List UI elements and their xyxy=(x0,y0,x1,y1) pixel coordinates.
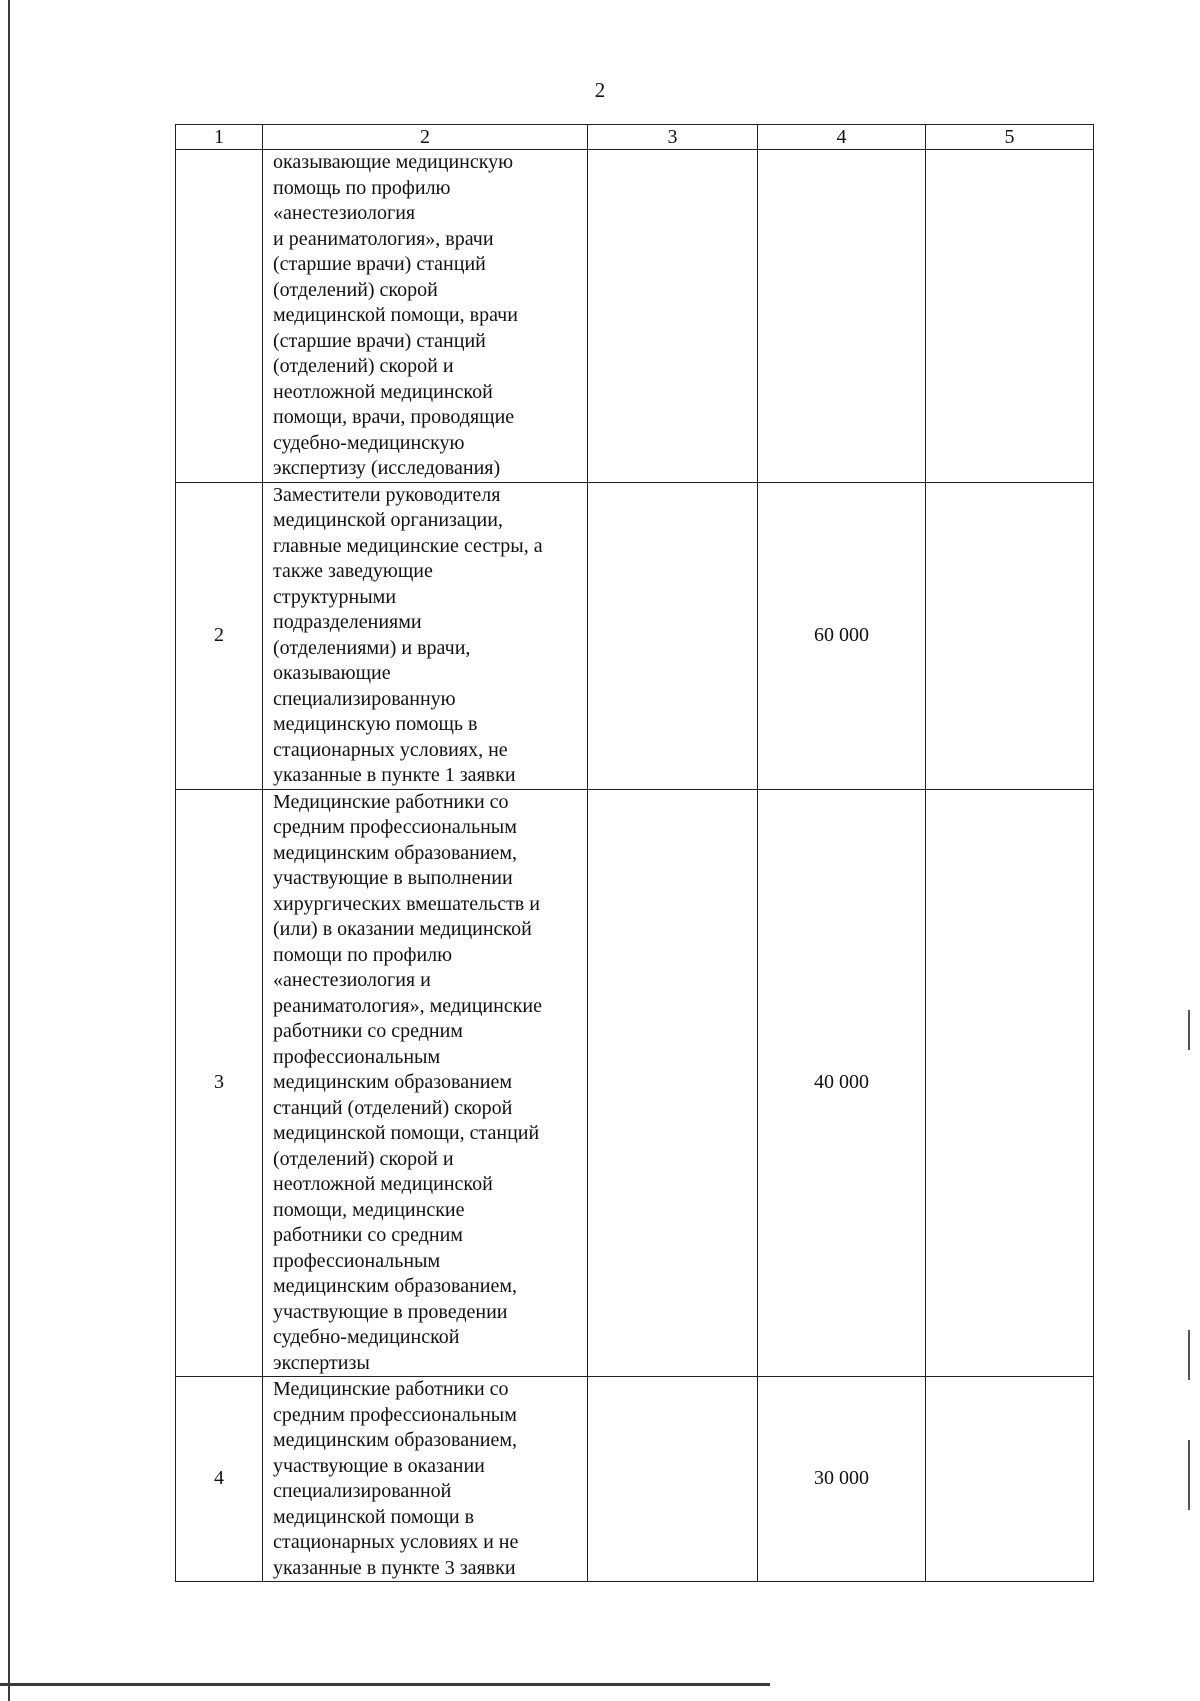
scan-left-edge-line xyxy=(8,0,10,1701)
row-amount-cell: 30 000 xyxy=(758,1377,926,1582)
row-amount-cell: 60 000 xyxy=(758,482,926,789)
column-5-cell xyxy=(926,1377,1094,1582)
column-header: 4 xyxy=(758,125,926,150)
row-number-cell: 4 xyxy=(176,1377,263,1582)
page-number: 2 xyxy=(594,78,606,102)
column-3-cell xyxy=(588,1377,758,1582)
scan-right-mark xyxy=(1188,1330,1190,1380)
column-header: 2 xyxy=(263,125,588,150)
table-row xyxy=(176,482,1094,789)
table-row xyxy=(176,789,1094,1377)
table-row xyxy=(176,150,1094,483)
column-5-cell xyxy=(926,789,1094,1377)
row-number-cell: 3 xyxy=(176,789,263,1377)
row-number-cell: 2 xyxy=(176,482,263,789)
scan-bottom-line xyxy=(0,1683,770,1686)
row-description-cell: оказывающие медицинскую помощь по профилю «анестезиология и реаниматология», врачи (старшие врачи) станций (отделений) скорой медицинской помощи, врачи (старшие врачи) станций (отделений) скорой и неотложной медицинской помощи, врачи, проводящие судебно-медицинскую экспертизу (исследования) xyxy=(263,150,588,483)
row-amount-cell: 40 000 xyxy=(758,789,926,1377)
column-3-cell xyxy=(588,150,758,483)
row-description-cell: Заместители руководителя медицинской организации, главные медицинские сестры, а также заведующие структурными подразделениями (отделениями) и врачи, оказывающие специализированную медицинскую помощь в стационарных условиях, не указанные в пункте 1 заявки xyxy=(263,482,588,789)
column-3-cell xyxy=(588,789,758,1377)
column-5-cell xyxy=(926,482,1094,789)
column-header: 3 xyxy=(588,125,758,150)
row-description-cell: Медицинские работники со средним профессиональным медицинским образованием, участвующие в оказании специализированной медицинской помощи в стационарных условиях и не указанные в пункте 3 заявки xyxy=(263,1377,588,1582)
document-table xyxy=(175,124,1094,1582)
scan-right-mark xyxy=(1188,1010,1190,1050)
row-number-cell xyxy=(176,150,263,483)
column-header: 1 xyxy=(176,125,263,150)
row-description-cell: Медицинские работники со средним профессиональным медицинским образованием, участвующие в выполнении хирургических вмешательств и (или) в оказании медицинской помощи по профилю «анестезиология и реаниматология», медицинские работники со средним профессиональным медицинским образованием станций (отделений) скорой медицинской помощи, станций (отделений) скорой и неотложной медицинской помощи, медицинские работники со средним профессиональным медицинским образованием, участвующие в проведении судебно-медицинской экспертизы xyxy=(263,789,588,1377)
table-header-row xyxy=(176,125,1094,150)
table-row xyxy=(176,1377,1094,1582)
column-header: 5 xyxy=(926,125,1094,150)
scan-right-mark xyxy=(1188,1440,1190,1510)
column-5-cell xyxy=(926,150,1094,483)
row-amount-cell xyxy=(758,150,926,483)
column-3-cell xyxy=(588,482,758,789)
